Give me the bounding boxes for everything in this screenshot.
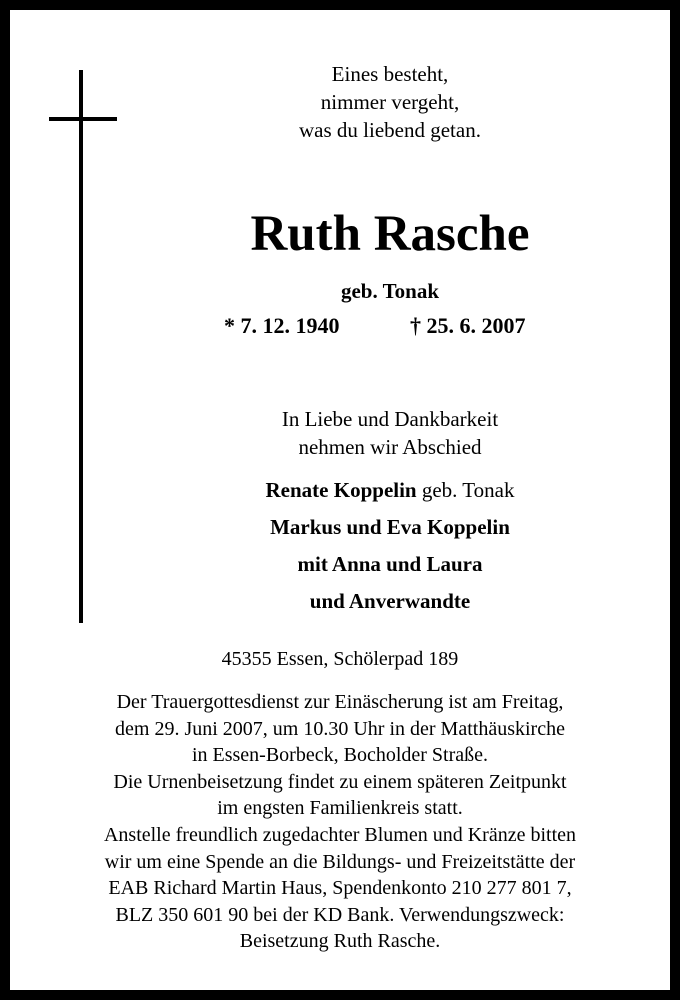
motto-line: nimmer vergeht, <box>320 90 460 114</box>
notice-line: in Essen-Borbeck, Bocholder Straße. <box>191 744 489 767</box>
motto-line: Eines besteht, <box>331 62 449 86</box>
notice-line: wir um eine Spende an die Bildungs- und Freizeitstätte der <box>104 850 576 873</box>
death-date: † 25. 6. 2007 <box>410 313 526 338</box>
mourner-line <box>170 472 610 509</box>
notice-line: Die Urnenbeisetzung findet zu einem späteren Zeitpunkt <box>113 770 567 793</box>
deceased-name: Ruth Rasche <box>250 206 530 262</box>
intro-line: nehmen wir Abschied <box>298 435 482 459</box>
notice-line: im engsten Familienkreis statt. <box>217 797 463 820</box>
notice-line: EAB Richard Martin Haus, Spendenkonto 210 277 801 7, <box>108 877 572 900</box>
cross-icon-vertical <box>79 70 83 623</box>
notice-line: dem 29. Juni 2007, um 10.30 Uhr in der Matthäuskirche <box>115 717 565 740</box>
service-notice <box>40 689 640 955</box>
mourner-line: mit Anna und Laura <box>297 552 483 576</box>
motto-line: was du liebend getan. <box>299 118 481 142</box>
notice-line: Beisetzung Ruth Rasche. <box>239 930 441 953</box>
birth-date: * 7. 12. 1940 <box>224 313 340 338</box>
notice-line: Der Trauergottesdienst zur Einäscherung ist am Freitag, <box>116 691 564 713</box>
farewell-intro <box>190 405 590 461</box>
motto-verse <box>220 60 560 144</box>
intro-line: In Liebe und Dankbarkeit <box>281 407 499 431</box>
mourner-name: Renate Koppelin <box>265 478 417 502</box>
maiden-name: geb. Tonak <box>340 279 440 303</box>
mourner-line: und Anverwandte <box>309 589 471 613</box>
family-address: 45355 Essen, Schölerpad 189 <box>221 648 459 670</box>
mourner-line: Markus und Eva Koppelin <box>270 515 510 539</box>
notice-line: BLZ 350 601 90 bei der KD Bank. Verwendungszweck: <box>115 903 565 926</box>
cross-icon-horizontal <box>49 117 117 121</box>
mourners-list <box>170 472 610 620</box>
mourner-name-suffix: geb. Tonak <box>416 478 515 502</box>
notice-line: Anstelle freundlich zugedachter Blumen und Kränze bitten <box>103 823 577 846</box>
